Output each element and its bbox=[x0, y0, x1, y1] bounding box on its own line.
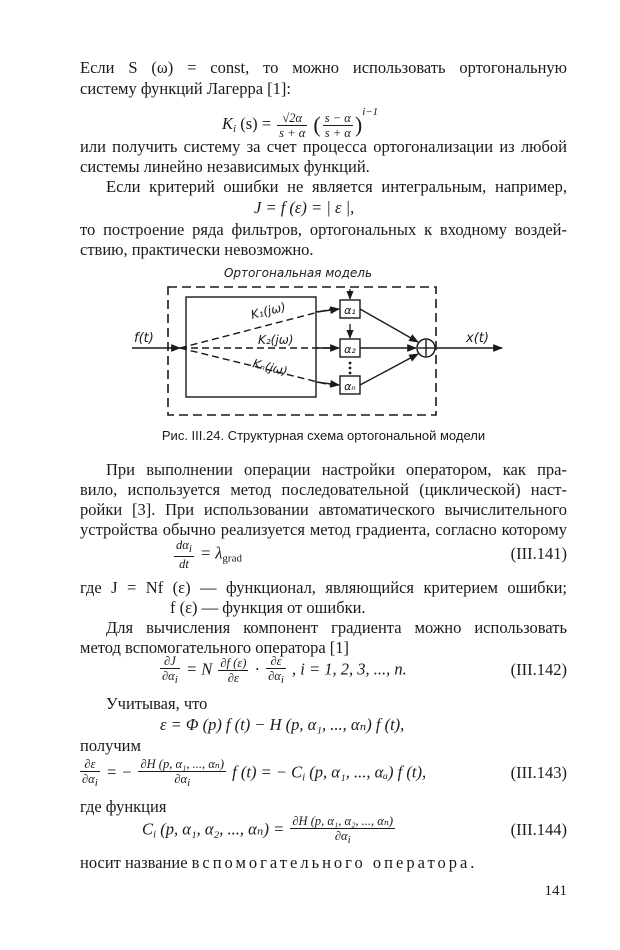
laguerre-fraction-2 bbox=[323, 111, 353, 140]
where-1-line-2: f (ε) — функция от ошибки. bbox=[170, 598, 366, 617]
paragraph-4-line-3: ройки [3]. При использовании автоматического вычислительного bbox=[80, 500, 567, 519]
paragraph-5-line-2: метод вспомогательного оператора [1] bbox=[80, 638, 350, 657]
eq142-tail: , i = 1, 2, 3, ..., n. bbox=[292, 659, 407, 679]
paragraph-3-line-1: то построение ряда фильтров, ортогональных к входному воздей- bbox=[80, 220, 567, 239]
ellipsis-dot bbox=[349, 367, 352, 370]
eq141-den: dt bbox=[179, 557, 189, 571]
alpha-1-label: α₁ bbox=[344, 304, 356, 317]
figure-title: Ортогональная модель bbox=[223, 266, 373, 280]
paragraph-3-line-2: ствию, практически невозможно. bbox=[80, 240, 314, 259]
alpha-2-label: α₂ bbox=[344, 343, 356, 356]
eq144-lhs-sub: i bbox=[153, 828, 157, 841]
eq143-tail: f (t) = − C bbox=[232, 762, 303, 782]
ellipsis-dot bbox=[349, 362, 352, 365]
filter-1-label: K₁(jω) bbox=[249, 299, 288, 322]
considering-line: Учитывая, что bbox=[106, 694, 208, 713]
figure-caption: Рис. III.24. Структурная схема ортогональной модели bbox=[161, 428, 486, 443]
paragraph-4-line-4: устройства обычно реализуется метод градиента, согласно которому bbox=[80, 520, 567, 539]
eq143-f1-den: ∂α bbox=[82, 772, 95, 786]
eq143-tail-sub: i bbox=[302, 771, 306, 784]
eq141-rhs-sub: grad bbox=[222, 552, 242, 565]
input-label: f(t) bbox=[134, 331, 154, 346]
paragraph-2-line-2: системы линейно независимых функций. bbox=[80, 157, 370, 176]
branch-n-line bbox=[316, 382, 339, 385]
equation-143-number: (III.143) bbox=[510, 763, 567, 782]
equation-143 bbox=[78, 757, 426, 790]
paragraph-1-line-1: Если S (ω) = const, то можно использовать ортогональную bbox=[80, 58, 567, 77]
equation-144-number: (III.144) bbox=[510, 820, 567, 839]
eq141-rhs: = λ bbox=[200, 543, 223, 563]
alpha-n-label: αₙ bbox=[344, 380, 356, 393]
ellipsis-dot bbox=[349, 372, 352, 375]
where-2-line: где функция bbox=[80, 797, 167, 816]
criterion-equation: J = f (ε) = | ε |, bbox=[254, 198, 355, 217]
paragraph-4-line-2: вило, используется метод последовательной (циклической) наст- bbox=[80, 480, 567, 499]
paragraph-2-line-3: Если критерий ошибки не является интегральным, например, bbox=[106, 177, 567, 196]
epsilon-equation: ε = Φ (p) f (t) − H (p, α₁, ..., αₙ) f (t), bbox=[160, 715, 405, 734]
eq143-f1-num: ∂ε bbox=[80, 757, 100, 772]
eq142-f2-num: ∂f (ε) bbox=[220, 656, 247, 670]
equation-141-number: (III.141) bbox=[510, 544, 567, 563]
equation-141 bbox=[172, 538, 242, 571]
eq143-tail-2: (p, α₁, ..., αₐ) f (t), bbox=[309, 762, 427, 782]
eq143-fraction-1 bbox=[80, 757, 100, 790]
eq144-fraction bbox=[290, 814, 395, 847]
equation-142-number: (III.142) bbox=[510, 660, 567, 679]
laguerre-equation: $K_i$ (s) = $\frac{√2\alpha}{s + \alpha}$ ( $\frac{s - \alpha}{s + \alpha}$ )$^{i-1}$ bbox=[222, 106, 379, 140]
laguerre-lhs: K bbox=[222, 114, 234, 133]
paragraph-2-line-1: или получить систему за счет процесса ортогонализации из любой bbox=[80, 137, 567, 156]
laguerre-frac2-num: s − α bbox=[324, 110, 351, 125]
eq142-f3-den: ∂α bbox=[268, 669, 281, 683]
obtain-line: получим bbox=[80, 736, 141, 755]
eq143-mid: = − bbox=[105, 762, 133, 782]
branch-1-line bbox=[316, 309, 339, 312]
eq142-fraction-1 bbox=[160, 654, 180, 687]
eq144-lhs-tail: (p, α₁, α₂, ..., αₙ) = bbox=[160, 819, 285, 839]
laguerre-exponent: i−1 bbox=[362, 106, 379, 118]
model-boundary-dashed bbox=[168, 287, 436, 415]
eq144-den: ∂α bbox=[334, 829, 348, 843]
eq142-fraction-3 bbox=[266, 654, 286, 687]
closing-spaced-term: вспомогательного оператора. bbox=[191, 853, 478, 872]
eq141-num-sub: i bbox=[188, 543, 192, 555]
eq142-fraction-2 bbox=[218, 656, 248, 685]
eq143-f2-den-sub: i bbox=[187, 777, 191, 789]
filter-2-label: K₂(jω) bbox=[258, 333, 294, 347]
paragraph-4-line-1: При выполнении операции настройки оператором, как пра- bbox=[106, 460, 567, 479]
eq143-f1-den-sub: i bbox=[94, 777, 98, 789]
eq143-f2-den: ∂α bbox=[174, 772, 188, 786]
eq143-fraction-2 bbox=[138, 757, 226, 790]
eq141-num: dα bbox=[176, 538, 189, 552]
eq142-dot: · bbox=[254, 659, 260, 679]
eq143-f2-num: ∂H (p, α₁, ..., αₙ) bbox=[140, 757, 225, 771]
eq144-num: ∂H (p, α₁, α₂, ..., αₙ) bbox=[292, 814, 394, 828]
closing-prefix: носит название bbox=[80, 853, 188, 872]
page-number: 141 bbox=[544, 883, 567, 899]
alpha-n-to-sum bbox=[360, 354, 418, 385]
eq142-f2-den: ∂ε bbox=[227, 671, 239, 685]
laguerre-fraction-1 bbox=[277, 111, 307, 140]
where-1-line-1: где J = Nf (ε) — функционал, являющийся критерием ошибки; bbox=[80, 578, 567, 597]
eq141-fraction bbox=[174, 538, 194, 571]
eq144-lhs: C bbox=[142, 819, 154, 839]
eq142-f1-den-sub: i bbox=[174, 674, 178, 686]
laguerre-lhs-arg: (s) = bbox=[240, 114, 272, 133]
paragraph-5-line-1: Для вычисления компонент градиента можно использовать bbox=[106, 618, 567, 637]
eq142-f3-den-sub: i bbox=[280, 674, 284, 686]
orthogonal-model-figure bbox=[120, 262, 510, 424]
laguerre-lhs-sub: i bbox=[233, 123, 237, 135]
laguerre-frac2-den: s + α bbox=[324, 125, 351, 140]
eq142-f3-num: ∂ε bbox=[266, 654, 286, 669]
eq142-f1-den: ∂α bbox=[162, 669, 175, 683]
equation-142 bbox=[158, 654, 407, 687]
equation-144 bbox=[142, 814, 397, 847]
eq142-f1-num: ∂J bbox=[160, 654, 180, 669]
laguerre-frac1-den: s + α bbox=[279, 125, 306, 140]
paragraph-1-line-2: систему функций Лагерра [1]: bbox=[80, 79, 291, 98]
output-label: x(t) bbox=[466, 331, 489, 346]
laguerre-frac1-num: √2α bbox=[277, 111, 307, 126]
alpha-1-to-sum bbox=[360, 309, 418, 342]
filter-n-label: Kₙ(jω) bbox=[251, 356, 290, 379]
eq144-den-sub: i bbox=[347, 834, 351, 846]
eq142-mid: = N bbox=[185, 659, 213, 679]
closing-line bbox=[80, 853, 567, 873]
